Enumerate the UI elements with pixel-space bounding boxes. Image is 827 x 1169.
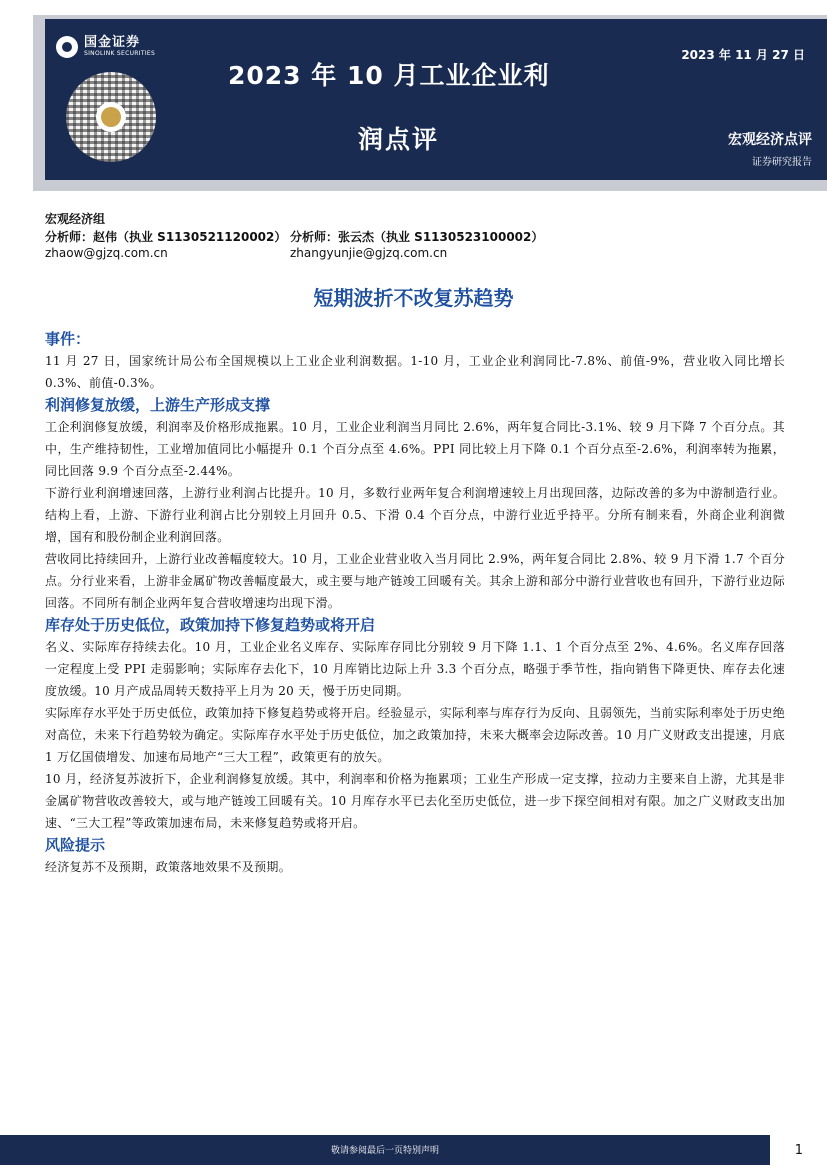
report-type: 宏观经济点评 [728, 132, 812, 148]
footer-bar [0, 1135, 770, 1165]
research-team: 宏观经济组 [45, 212, 106, 226]
page-footer [0, 1135, 827, 1165]
paragraph: 经济复苏不及预期，政策落地效果不及预期。 [45, 860, 292, 874]
section-heading-profit: 利润修复放缓，上游生产形成支撑 [45, 396, 271, 414]
paragraph: 实际库存水平处于历史低位，政策加持下修复趋势或将开启。经验显示，实际利率与库存行为反向、且弱领先，当前实际利率处于历史绝对高位，未来下行趋势较为确定。实际库存水平处于历史低位，加之政策加持，未来大概率会边际改善。10 月广义财政支出提速，月底 1 万亿国债增发、加速布局地产“三大工程”，政策更有的放矢。 [45, 706, 785, 764]
qr-code-icon [66, 72, 156, 162]
logo-name-en: SINOLINK SECURITIES [84, 50, 156, 57]
paragraph: 11 月 27 日，国家统计局公布全国规模以上工业企业利润数据。1-10 月，工业企业利润同比-7.8%、前值-9%，营业收入同比增长 0.3%、前值-0.3%。 [45, 354, 785, 390]
analyst-1: 分析师：赵伟（执业 S1130521120002） [45, 230, 287, 244]
qr-center-logo [96, 102, 126, 132]
report-title-line1: 2023 年 10 月工业企业利 [228, 61, 550, 90]
section-heading-risk: 风险提示 [45, 836, 106, 854]
paragraph: 下游行业利润增速回落，上游行业利润占比提升。10 月，多数行业两年复合利润增速较上月出现回落，边际改善的多为中游制造行业。结构上看，上游、下游行业利润占比分别较上月回升 0.5、下滑 0.4 个百分点，中游行业近乎持平。分所有制来看，外商企业利润微增，国有和股份制企业利润回落。 [45, 486, 785, 544]
page-number: 1 [794, 1143, 803, 1158]
paragraph: 名义、实际库存持续去化。10 月，工业企业名义库存、实际库存同比分别较 9 月下降 1.1、1 个百分点至 2%、4.6%。名义库存回落一定程度上受 PPI 走弱影响；实际库存去化下，10 月库销比边际上升 3.3 个百分点，略强于季节性，指向销售下降更快、库存去化速度放缓。10 月产成品周转天数持平上月为 20 天，慢于历史同期。 [45, 640, 785, 698]
logo-name-cn: 国金证券 [84, 35, 141, 50]
analyst-2-email[interactable]: zhangyunjie@gjzq.com.cn [290, 246, 448, 260]
paragraph: 10 月，经济复苏波折下，企业利润修复放缓。其中，利润率和价格为拖累项；工业生产形成一定支撑，拉动力主要来自上游，尤其是非金属矿物营收改善较大，或与地产链竣工回暖有关。10 月库存水平已去化至历史低位，进一步下探空间相对有限。加之广义财政支出加速、“三大工程”等政策加速布局，未来修复趋势或将开启。 [45, 772, 785, 830]
analyst-2: 分析师：张云杰（执业 S1130523100002） [290, 230, 544, 244]
paragraph: 工企利润修复放缓，利润率及价格形成拖累。10 月，工业企业利润当月同比 2.6%，两年复合同比-3.1%、较 9 月下降 7 个百分点。其中，生产维持韧性，工业增加值同比小幅提升 0.1 个百分点至 4.6%。PPI 同比较上月下降 0.1 个百分点至-2.6%，利润率转为拖累，同比回落 9.9 个百分点至-2.44%。 [45, 420, 785, 478]
section-heading-inventory: 库存处于历史低位，政策加持下修复趋势或将开启 [45, 616, 376, 634]
report-body [45, 328, 785, 878]
logo-icon [56, 36, 78, 58]
section-heading-event: 事件： [45, 330, 91, 348]
paragraph: 营收同比持续回升，上游行业改善幅度较大。10 月，工业企业营业收入当月同比 2.9%，两年复合同比 2.8%、较 9 月下滑 1.7 个百分点。分行业来看，上游非金属矿物改善幅度最大，或主要与地产链竣工回暖有关。其余上游和部分中游行业营收也有回升，下游行业边际回落。不同所有制企业两年复合营收增速均出现下滑。 [45, 552, 785, 610]
main-title: 短期波折不改复苏趋势 [313, 286, 514, 310]
report-subtype: 证券研究报告 [752, 157, 812, 168]
report-title-line2: 润点评 [358, 125, 440, 154]
company-logo [56, 36, 155, 58]
analyst-1-email[interactable]: zhaow@gjzq.com.cn [45, 246, 168, 260]
footer-disclaimer: 敬请参阅最后一页特别声明 [330, 1146, 439, 1156]
report-date: 2023 年 11 月 27 日 [681, 48, 805, 62]
